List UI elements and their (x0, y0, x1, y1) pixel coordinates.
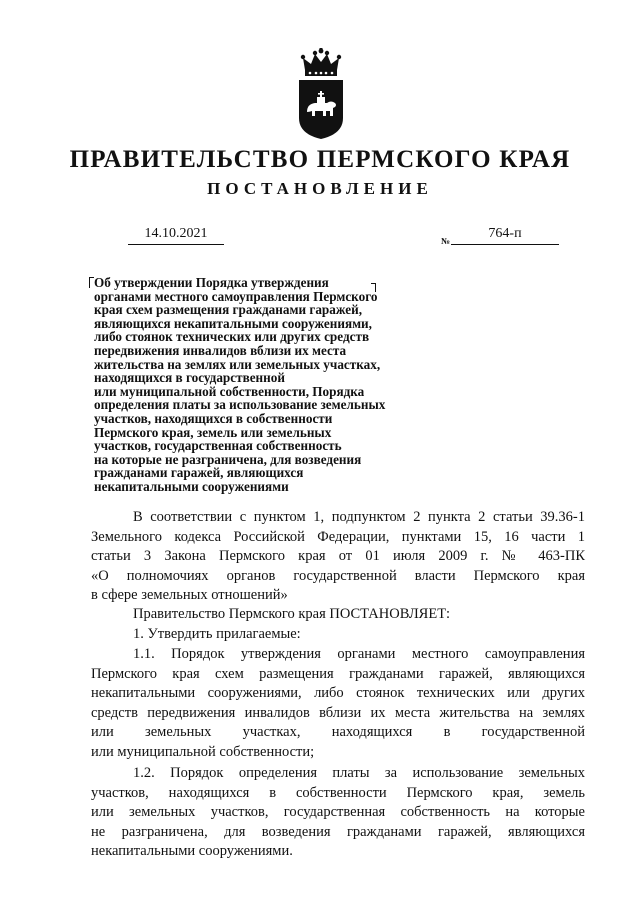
preamble-paragraph (91, 508, 585, 606)
item-1-2-line: не разграничена, для возведения гражданами гаражей, являющихся (91, 823, 585, 840)
item-1-1-line: Пермского края схем размещения гражданами гаражей, являющихся (91, 665, 585, 682)
government-title: ПРАВИТЕЛЬСТВО ПЕРМСКОГО КРАЯ (69, 146, 571, 173)
preamble-line: в сфере земельных отношений» (91, 587, 288, 604)
item-1-1-line: или муниципальной собственности; (91, 743, 315, 760)
subject-line: либо стоянок технических или других средств (94, 329, 370, 345)
subject-line: участков, государственная собственность (94, 438, 342, 454)
item-1-2-line: участков, находящихся в собственности Пермского края, земель (91, 784, 585, 801)
subject-line: определения платы за использование земельных (94, 397, 386, 413)
document-subject (94, 276, 494, 494)
number-label: № (441, 236, 451, 246)
item-1-1-line: средств передвижения инвалидов вблизи их места жительства на землях (91, 704, 585, 721)
subject-line: Пермского края, земель или земельных (94, 424, 332, 440)
subject-line: жительства на землях или земельных участках, (94, 356, 381, 372)
subject-line: Об утверждении Порядка утверждения (94, 275, 329, 290)
subject-line: некапитальными сооружениями (94, 478, 289, 494)
subject-line: передвижения инвалидов вблизи их места (94, 342, 347, 358)
item-1-2-line: или земельных участков, государственная собственность на которые (91, 804, 585, 821)
item-1-line: 1. Утвердить прилагаемые: (133, 625, 301, 642)
document-type: ПОСТАНОВЛЕНИЕ (207, 179, 433, 198)
item-1-1-line: 1.1. Порядок утверждения органами местного самоуправления (133, 646, 585, 662)
perm-krai-coat-of-arms-icon (293, 48, 349, 140)
subject-line: являющихся некапитальными сооружениями, (94, 315, 372, 331)
item-1-1-paragraph (91, 645, 585, 763)
subject-line: гражданами гаражей, являющихся (94, 465, 304, 481)
item-1-2-line: некапитальными сооружениями. (91, 843, 293, 860)
document-date: 14.10.2021 (128, 226, 224, 245)
item-1-2-paragraph (91, 764, 585, 862)
subject-line: органами местного самоуправления Пермского (94, 288, 378, 304)
preamble-line: «О полномочиях органов государственной власти Пермского края (91, 567, 585, 584)
subject-line: на которые не разграничена, для возведения (94, 451, 362, 467)
preamble-line: статьи 3 Закона Пермского края от 01 июля 2009 г. № 463-ПК (91, 548, 585, 565)
preamble-line: В соответствии с пунктом 1, подпунктом 2 пункта 2 статьи 39.36-1 (133, 509, 585, 525)
subject-line: участков, находящихся в собственности (94, 410, 333, 426)
subject-line: края схем размещения гражданами гаражей, (94, 302, 362, 318)
subject-line: или муниципальной собственности, Порядка (94, 383, 365, 399)
item-1-2-line: 1.2. Порядок определения платы за использование земельных (133, 765, 585, 781)
preamble-line: Земельного кодекса Российской Федерации, пунктами 15, 16 части 1 (91, 528, 585, 545)
document-number: 764-п (451, 226, 559, 245)
decree-paragraph (91, 605, 585, 644)
item-1-1-line: некапитальными сооружениями, либо стоянок технических или других (91, 685, 585, 702)
decree-line: Правительство Пермского края ПОСТАНОВЛЯЕТ: (133, 606, 451, 622)
item-1-1-line: или земельных участках, находящихся в государственной (91, 724, 585, 741)
subject-line: находящихся в государственной (94, 370, 285, 386)
